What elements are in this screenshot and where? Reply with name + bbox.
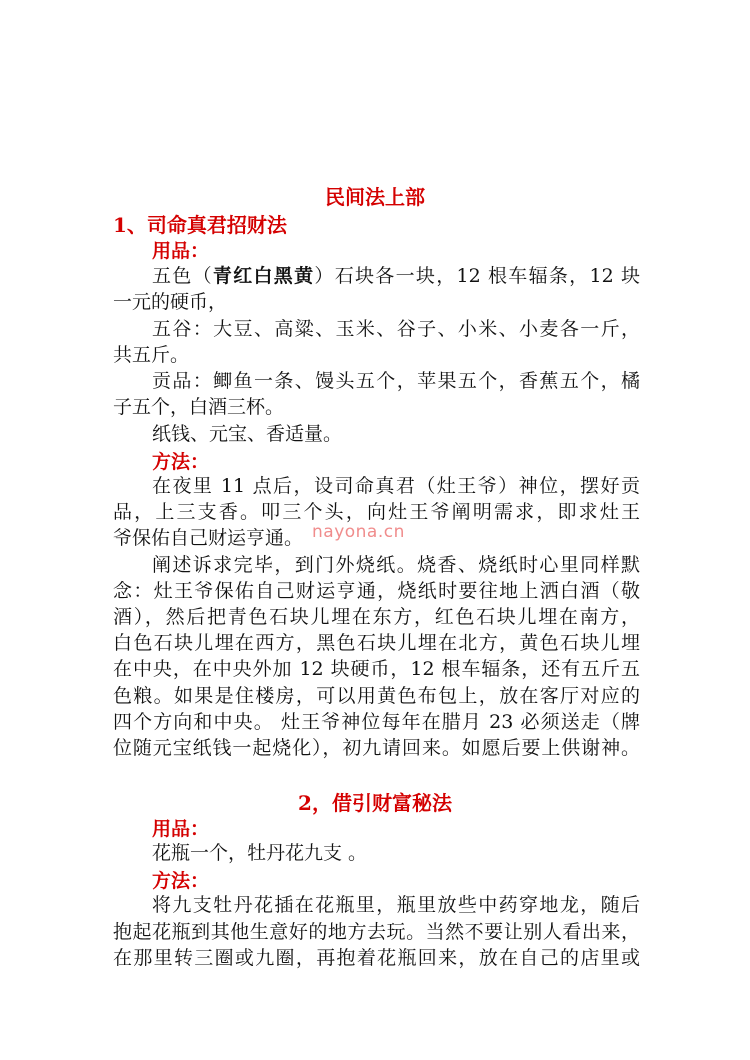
section1-paragraph-line: 贡品：鲫鱼一条、馒头五个，苹果五个，香蕉五个，橘 [152, 370, 640, 392]
section1-method-line: 在夜里 11 点后，设司命真君（灶王爷）神位，摆好贡 [152, 475, 640, 497]
section2-method-label: 方法： [152, 870, 210, 892]
section1-method-line: 酒），然后把青色石块儿埋在东方，红色石块儿埋在南方， [113, 606, 640, 628]
section1-method-line: 品，上三支香。叩三个头，向灶王爷阐明需求，即求灶王 [113, 501, 640, 523]
section1-method-line: 念：灶王爷保佑自己财运亨通，烧纸时要往地上洒白酒（敬 [113, 580, 640, 602]
section1-paragraph-line: 五谷：大豆、高粱、玉米、谷子、小米、小麦各一斤， [152, 318, 640, 340]
section2-paragraph-line: 花瓶一个，牡丹花九支 。 [152, 842, 368, 864]
section1-method-line: 色粮。如果是住楼房，可以用黄色布包上，放在客厅对应的 [113, 685, 640, 707]
section1-paragraph-line: 子五个，白酒三杯。 [113, 396, 285, 418]
section1-method-line: 四个方向和中央。 灶王爷神位每年在腊月 23 必须送走（牌 [113, 711, 640, 733]
section1-method-line: 阐述诉求完毕，到门外烧纸。烧香、烧纸时心里同样默 [152, 554, 640, 576]
section1-paragraph-line: 共五斤。 [113, 344, 190, 366]
section2-heading: 2，借引财富秘法 [298, 791, 452, 815]
section1-method-line: 位随元宝纸钱一起烧化），初九请回来。如愿后要上供谢神。 [113, 737, 640, 759]
section2-method-line: 抱起花瓶到其他生意好的地方去玩。当然不要让别人看出来， [113, 921, 640, 943]
section2-method-line: 将九支牡丹花插在花瓶里，瓶里放些中药穿地龙，随后 [152, 894, 640, 916]
text-span: ）石块各一块，12 根车辐条，12 块 [314, 265, 640, 287]
text-span: 五色（ [152, 265, 213, 287]
section1-paragraph-line: 纸钱、元宝、香适量。 [152, 423, 343, 445]
section1-paragraph-line: 一元的硬币， [113, 291, 228, 313]
section1-paragraph-line [152, 263, 640, 290]
watermark: nayona.cn [312, 522, 405, 542]
section1-method-line: 在中央，在中央外加 12 块硬币，12 根车辐条，还有五斤五 [113, 658, 640, 680]
section1-method-line: 白色石块儿埋在西方，黑色石块儿埋在北方，黄色石块儿埋 [113, 632, 640, 654]
section1-method-label: 方法： [152, 451, 210, 473]
section2-method-line: 在那里转三圈或九圈，再抱着花瓶回来，放在自己的店里或 [113, 947, 640, 969]
colors-bold-text: 青红白黑黄 [212, 265, 315, 287]
section1-supplies-label: 用品： [152, 240, 210, 262]
section1-method-line: 爷保佑自己财运亨通。 [113, 527, 304, 549]
section1-heading: 1、司命真君招财法 [113, 213, 287, 237]
page-title: 民间法上部 [325, 185, 425, 209]
section2-supplies-label: 用品： [152, 818, 210, 840]
